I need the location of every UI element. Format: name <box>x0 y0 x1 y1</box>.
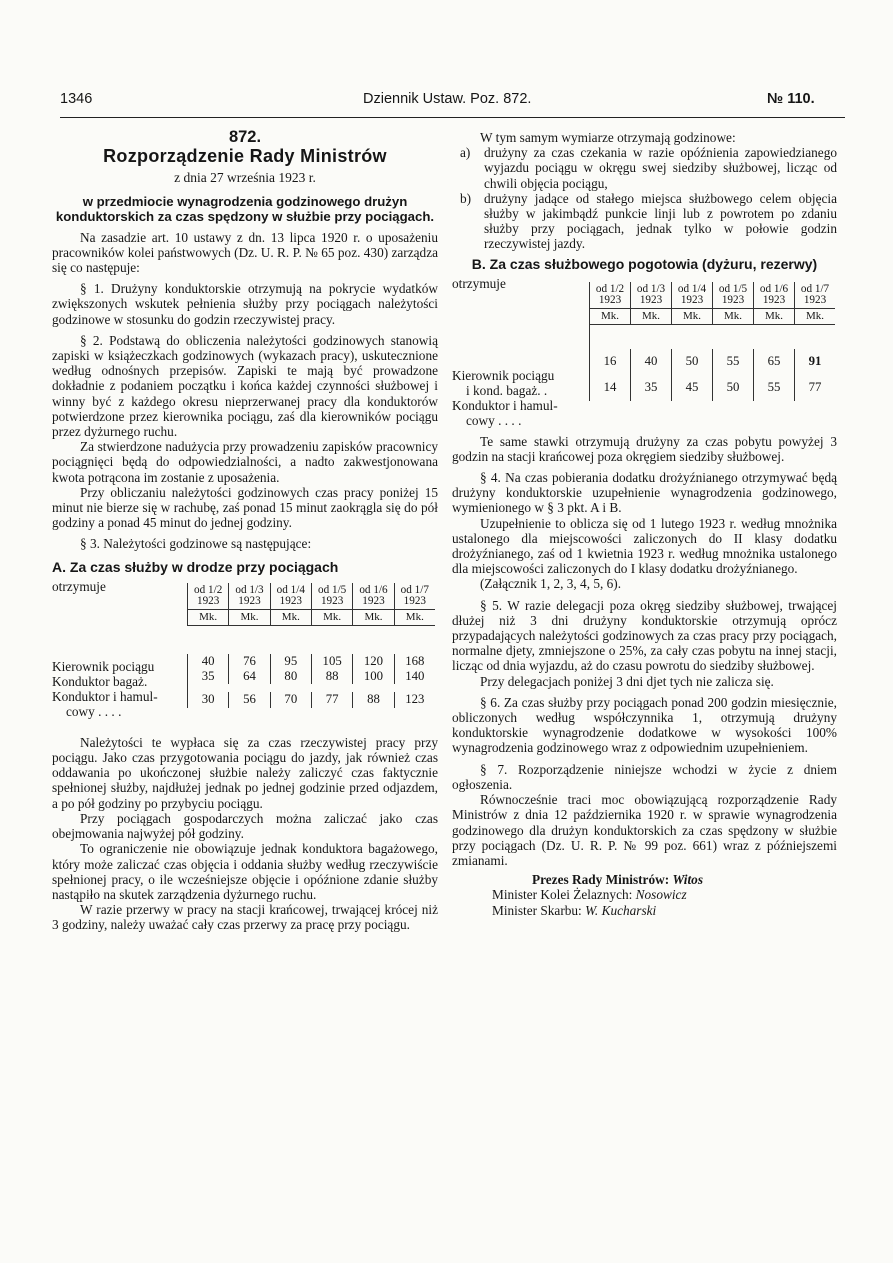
table-a-col-4: od 1/5 1923 <box>311 583 352 610</box>
table-b-col-3: od 1/4 1923 <box>672 282 713 309</box>
table-cell: 91 <box>795 349 836 375</box>
table-cell: 77 <box>311 692 352 707</box>
par-2: § 2. Podstawą do obliczenia należytości godzinowych stanowią zapiski w książeczkach godzinowych (wykazach pracy), uskutecznione według odnośnych przepisów. Zapiski te mają być prowadzone dokładnie z podaniem początku i końca każdej czynności służbowej i winny być z każdego okresu nieprzerwanej pracy dla konduktorów potwierdzone przez kierownika pociągu, zaś dla kierowników pociągu przez dyżurnego ruchu. <box>52 332 438 440</box>
table-b-labels <box>452 368 558 428</box>
left-column <box>52 130 438 933</box>
table-row <box>188 654 436 669</box>
table-cell: 14 <box>590 375 631 401</box>
table-cell: 50 <box>713 375 754 401</box>
table-a-labels <box>52 659 158 719</box>
table-cell: 123 <box>394 692 435 707</box>
intro-paragraph: Na zasadzie art. 10 ustawy z dn. 13 lipca 1920 r. o uposażeniu pracowników kolei państwowych (Dz. U. R. P. № 65 poz. 430) zarządza się co następuje: <box>52 229 438 276</box>
page-number: 1346 <box>60 91 93 107</box>
table-cell: 95 <box>270 654 311 669</box>
after-table-a-4: W razie przerwy w pracy na stacji krańcowej, trwającej krócej niż 3 godziny, należy uważać cały czas przerwy za pracę przy pociągu. <box>52 902 438 933</box>
table-cell: 140 <box>394 669 435 684</box>
table-cell: 16 <box>590 349 631 375</box>
row-label: Konduktor bagaż. <box>52 673 148 689</box>
table-b-unit: Mk. <box>590 308 631 324</box>
par-6: § 6. Za czas służby przy pociągach ponad 200 godzin miesięcznie, obliczonych według współczynnika 1, otrzymują drużyny konduktorskie wynagrodzenie dodatkowe w wysokości 100% wynagrodzenia godzinowego wraz z odpowiednim uzupełnieniem. <box>452 694 837 756</box>
par-2b: Za stwierdzone nadużycia przy prowadzeniu zapisków pracownicy pociągnięci będą do odpowiedzialności, a nadto zakwestjonowana kwota potrącona im zostanie z uposażenia. <box>52 439 438 485</box>
table-b-col-5: od 1/6 1923 <box>754 282 795 309</box>
par-7b: Równocześnie traci moc obowiązującą rozporządzenie Rady Ministrów z dnia 12 października 1920 r. w sprawie wynagrodzenia godzinowego dla drużyn konduktorskich za czas spędzony w służbie przy pociągach (Dz. U. R. P. № 99 poz. 661) wraz z późniejszemi zmianami. <box>452 792 837 868</box>
par-2c: Przy obliczaniu należytości godzinowych czas pracy poniżej 15 minut nie bierze się w rachubę, zaś ponad 15 minut zaokrągla się do pół godziny a ponad 45 minut do jednej godziny. <box>52 484 438 531</box>
table-cell: 35 <box>188 669 229 684</box>
list-item <box>452 145 837 191</box>
table-cell: 64 <box>229 669 270 684</box>
table-cell: 50 <box>672 349 713 375</box>
table-a-unit: Mk. <box>311 609 352 625</box>
par-4c: (Załącznik 1, 2, 3, 4, 5, 6). <box>480 576 622 592</box>
table-b-grid <box>589 282 835 401</box>
row-label: Kierownik pociągu <box>452 367 555 383</box>
row-label: Kierownik pociągu <box>52 658 155 674</box>
row-label: Konduktor i hamul- <box>452 397 558 413</box>
table-cell: 55 <box>754 375 795 401</box>
table-a-col-5: od 1/6 1923 <box>353 583 394 610</box>
table-a-receives: otrzymuje <box>52 578 106 594</box>
row-label: Konduktor i hamul- <box>52 688 158 704</box>
journal-title: Dziennik Ustaw. Poz. 872. <box>363 91 532 107</box>
table-cell: 65 <box>754 349 795 375</box>
table-row <box>188 669 436 684</box>
table-a-unit: Mk. <box>229 609 270 625</box>
table-a-unit: Mk. <box>394 609 435 625</box>
signature-treasury-minister <box>452 903 837 918</box>
par-4: § 4. Na czas pobierania dodatku drożyźnianego otrzymywać będą drużyny konduktorskie uzupełnienie wynagrodzenia godzinowego, wymienionego w § 3 pkt. A i B. <box>452 470 837 516</box>
table-cell: 40 <box>631 349 672 375</box>
signature-prime-minister <box>452 872 837 887</box>
table-a-col-6: od 1/7 1923 <box>394 583 435 610</box>
header-rule <box>60 117 845 118</box>
table-a-unit: Mk. <box>353 609 394 625</box>
table-row <box>590 349 836 375</box>
list-text: drużyny jadące od stałego miejsca służbowego celem objęcia służby w jakimbądź punkcie linji lub z powrotem po zdaniu służby przy pociągach, jednak tylko w połowie godzin rzeczywistej jazdy. <box>484 190 837 252</box>
table-a-col-2: od 1/3 1923 <box>229 583 270 610</box>
table-cell: 55 <box>713 349 754 375</box>
table-cell: 120 <box>353 654 394 669</box>
signature-role: Minister Kolei Żelaznych: <box>492 887 633 903</box>
signature-rail-minister <box>452 887 837 902</box>
list-marker: a) <box>460 145 471 161</box>
signature-role: Prezes Rady Ministrów: <box>532 872 670 888</box>
list-item <box>452 191 837 252</box>
par-5b: Przy delegacjach poniżej 3 dni djet tych nie zalicza się. <box>480 673 774 689</box>
signature-name: Nosowicz <box>635 887 687 903</box>
table-cell: 30 <box>188 692 229 707</box>
table-a-unit: Mk. <box>270 609 311 625</box>
rate-table-b <box>452 274 837 434</box>
table-b-col-6: od 1/7 1923 <box>795 282 836 309</box>
decree-date: z dnia 27 września 1923 r. <box>174 170 316 186</box>
table-cell: 45 <box>672 375 713 401</box>
table-b-unit: Mk. <box>631 308 672 324</box>
table-b-col-1: od 1/2 1923 <box>590 282 631 309</box>
table-a-unit: Mk. <box>188 609 229 625</box>
par-7: § 7. Rozporządzenie niniejsze wchodzi w życie z dniem ogłoszenia. <box>452 761 837 792</box>
table-a-grid <box>187 583 435 708</box>
rate-table-a <box>52 579 438 729</box>
table-cell: 88 <box>311 669 352 684</box>
decree-title: Rozporządzenie Rady Ministrów <box>103 146 387 167</box>
row-label: cowy . . . . <box>66 703 122 719</box>
same-rates-note: Te same stawki otrzymują drużyny za czas pobytu powyżej 3 godzin na stacji krańcowej poza okręgiem siedziby służbowej. <box>452 433 837 464</box>
table-b-unit: Mk. <box>672 308 713 324</box>
table-b-unit: Mk. <box>795 308 836 324</box>
after-table-a-3: To ograniczenie nie obowiązuje jednak konduktora bagażowego, który może zaliczać czas objęcia i oddania służby według rzeczywiście spełnionej pracy, o ile wcześniejsze objęcie i opóźnione zdanie służby nastąpiło na skutek zarządzenia dyżurnego ruchu. <box>52 841 438 902</box>
table-cell: 70 <box>270 692 311 707</box>
signature-name: W. Kucharski <box>585 902 657 918</box>
list-text: drużyny za czas czekania w razie opóźnienia zapowiedzianego wyjazdu pociągu w okręgu swej siedziby służbowej, licząc od chwili objęcia pociągu, <box>484 145 837 191</box>
table-cell: 35 <box>631 375 672 401</box>
par-1: § 1. Drużyny konduktorskie otrzymują na pokrycie wydatków zwiększonych wskutek pełnienia służby przy pociągach należytości godzinowe w stosunku do godzin rzeczywistej pracy. <box>52 281 438 327</box>
signature-role: Minister Skarbu: <box>492 902 582 918</box>
row-label: i kond. bagaż. . <box>466 382 548 398</box>
table-b-col-4: od 1/5 1923 <box>713 282 754 309</box>
table-b-unit: Mk. <box>713 308 754 324</box>
signature-name: Witos <box>672 872 703 888</box>
list-marker: b) <box>460 190 472 206</box>
table-cell: 105 <box>311 654 352 669</box>
table-cell: 56 <box>229 692 270 707</box>
same-rate-intro: W tym samym wymiarze otrzymają godzinowe: <box>480 130 736 145</box>
decree-subject: w przedmiocie wynagrodzenia godzinowego drużyn konduktorskich za czas spędzony w służbie przy pociągach. <box>55 193 435 224</box>
table-b-unit: Mk. <box>754 308 795 324</box>
table-cell: 40 <box>188 654 229 669</box>
table-b-receives: otrzymuje <box>452 275 506 291</box>
table-row <box>188 692 436 707</box>
table-cell: 80 <box>270 669 311 684</box>
page-header <box>60 91 845 113</box>
table-row <box>590 375 836 401</box>
rate-list <box>452 145 837 251</box>
row-label: cowy . . . . <box>466 412 522 428</box>
par-3: § 3. Należytości godzinowe są następujące: <box>80 536 312 552</box>
table-cell: 77 <box>795 375 836 401</box>
issue-number: № 110. <box>767 91 815 107</box>
table-cell: 100 <box>353 669 394 684</box>
table-cell: 168 <box>394 654 435 669</box>
par-5: § 5. W razie delegacji poza okręg siedziby służbowej, trwającej dłużej niż 3 dni drużyny konduktorskie otrzymują oprócz przypadających należytości godzinowych za czas pracy przy pociągach, normalne djety, zmniejszone o 25%, za cały czas pobytu na innej stacji, licząc od dnia wyjazdu, aż do czasu powrotu do siedziby służbowej. <box>452 597 837 674</box>
table-b-col-2: od 1/3 1923 <box>631 282 672 309</box>
after-table-a-1: Należytości te wypłaca się za czas rzeczywistej pracy przy pociągu. Jako czas przygotowania pociągu do jazdy, jak również czas oddawania po ukończonej służbie należy zaliczyć czas faktycznie spełnionej służby, najdłużej jednak po jednej godzinie przed odjazdem, a po pół godziny po przybyciu pociągu. <box>52 734 438 811</box>
right-column <box>452 130 837 918</box>
table-a-col-1: od 1/2 1923 <box>188 583 229 610</box>
table-cell: 88 <box>353 692 394 707</box>
table-a-col-3: od 1/4 1923 <box>270 583 311 610</box>
section-b-heading: B. Za czas służbowego pogotowia (dyżuru, rezerwy) <box>471 255 818 272</box>
par-4b: Uzupełnienie to oblicza się od 1 lutego 1923 r. według mnożnika ustalonego dla miejscowości zaliczonych do II klasy dodatku drożyźnianego, zaś od 1 kwietnia 1923 r. według mnożnika ustalonego dla miejscowości zaliczonych do I klasy dodatku drożyźnianego. <box>452 515 837 577</box>
section-a-heading: A. Za czas służby w drodze przy pociągach <box>52 558 339 575</box>
table-cell: 76 <box>229 654 270 669</box>
decree-number: 872. <box>228 128 262 146</box>
after-table-a-2: Przy pociągach gospodarczych można zaliczać jako czas obejmowania najwyżej pół godziny. <box>52 810 438 842</box>
